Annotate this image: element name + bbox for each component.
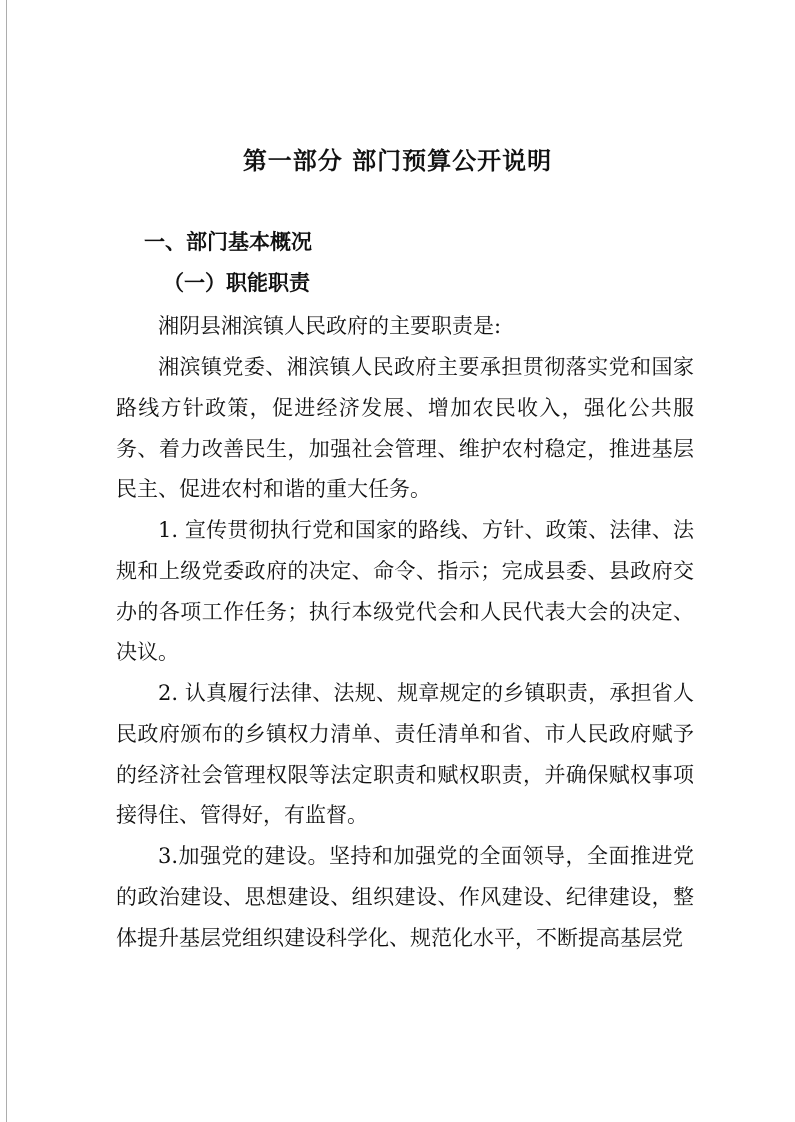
paragraph-item-2: 2. 认真履行法律、法规、规章规定的乡镇职责，承担省人民政府颁布的乡镇权力清单、责任清单和省、市人民政府赋予的经济社会管理权限等法定职责和赋权职责，并确保赋权事项接得住、管得好，有监督。: [116, 681, 694, 828]
sub-heading: （一）职能职责: [163, 271, 310, 295]
paragraph-main-duty: 湘滨镇党委、湘滨镇人民政府主要承担贯彻落实党和国家路线方针政策，促进经济发展、增加农民收入，强化公共服务、着力改善民生，加强社会管理、维护农村稳定，推进基层民主、促进农村和谐的重大任务。: [116, 355, 694, 502]
part-title: 第一部分 部门预算公开说明: [242, 147, 553, 175]
paragraph-intro: 湘阴县湘滨镇人民政府的主要职责是:: [158, 314, 502, 338]
paragraph-item-1: 1. 宣传贯彻执行党和国家的路线、方针、政策、法律、法规和上级党委政府的决定、命令、指示；完成县委、县政府交办的各项工作任务；执行本级党代会和人民代表大会的决定、决议。: [116, 518, 694, 665]
paragraph-item-3: 3.加强党的建设。坚持和加强党的全面领导，全面推进党的政治建设、思想建设、组织建设、作风建设、纪律建设，整体提升基层党组织建设科学化、规范化水平，不断提高基层党: [116, 844, 694, 950]
section-heading: 一、部门基本概况: [144, 230, 312, 254]
